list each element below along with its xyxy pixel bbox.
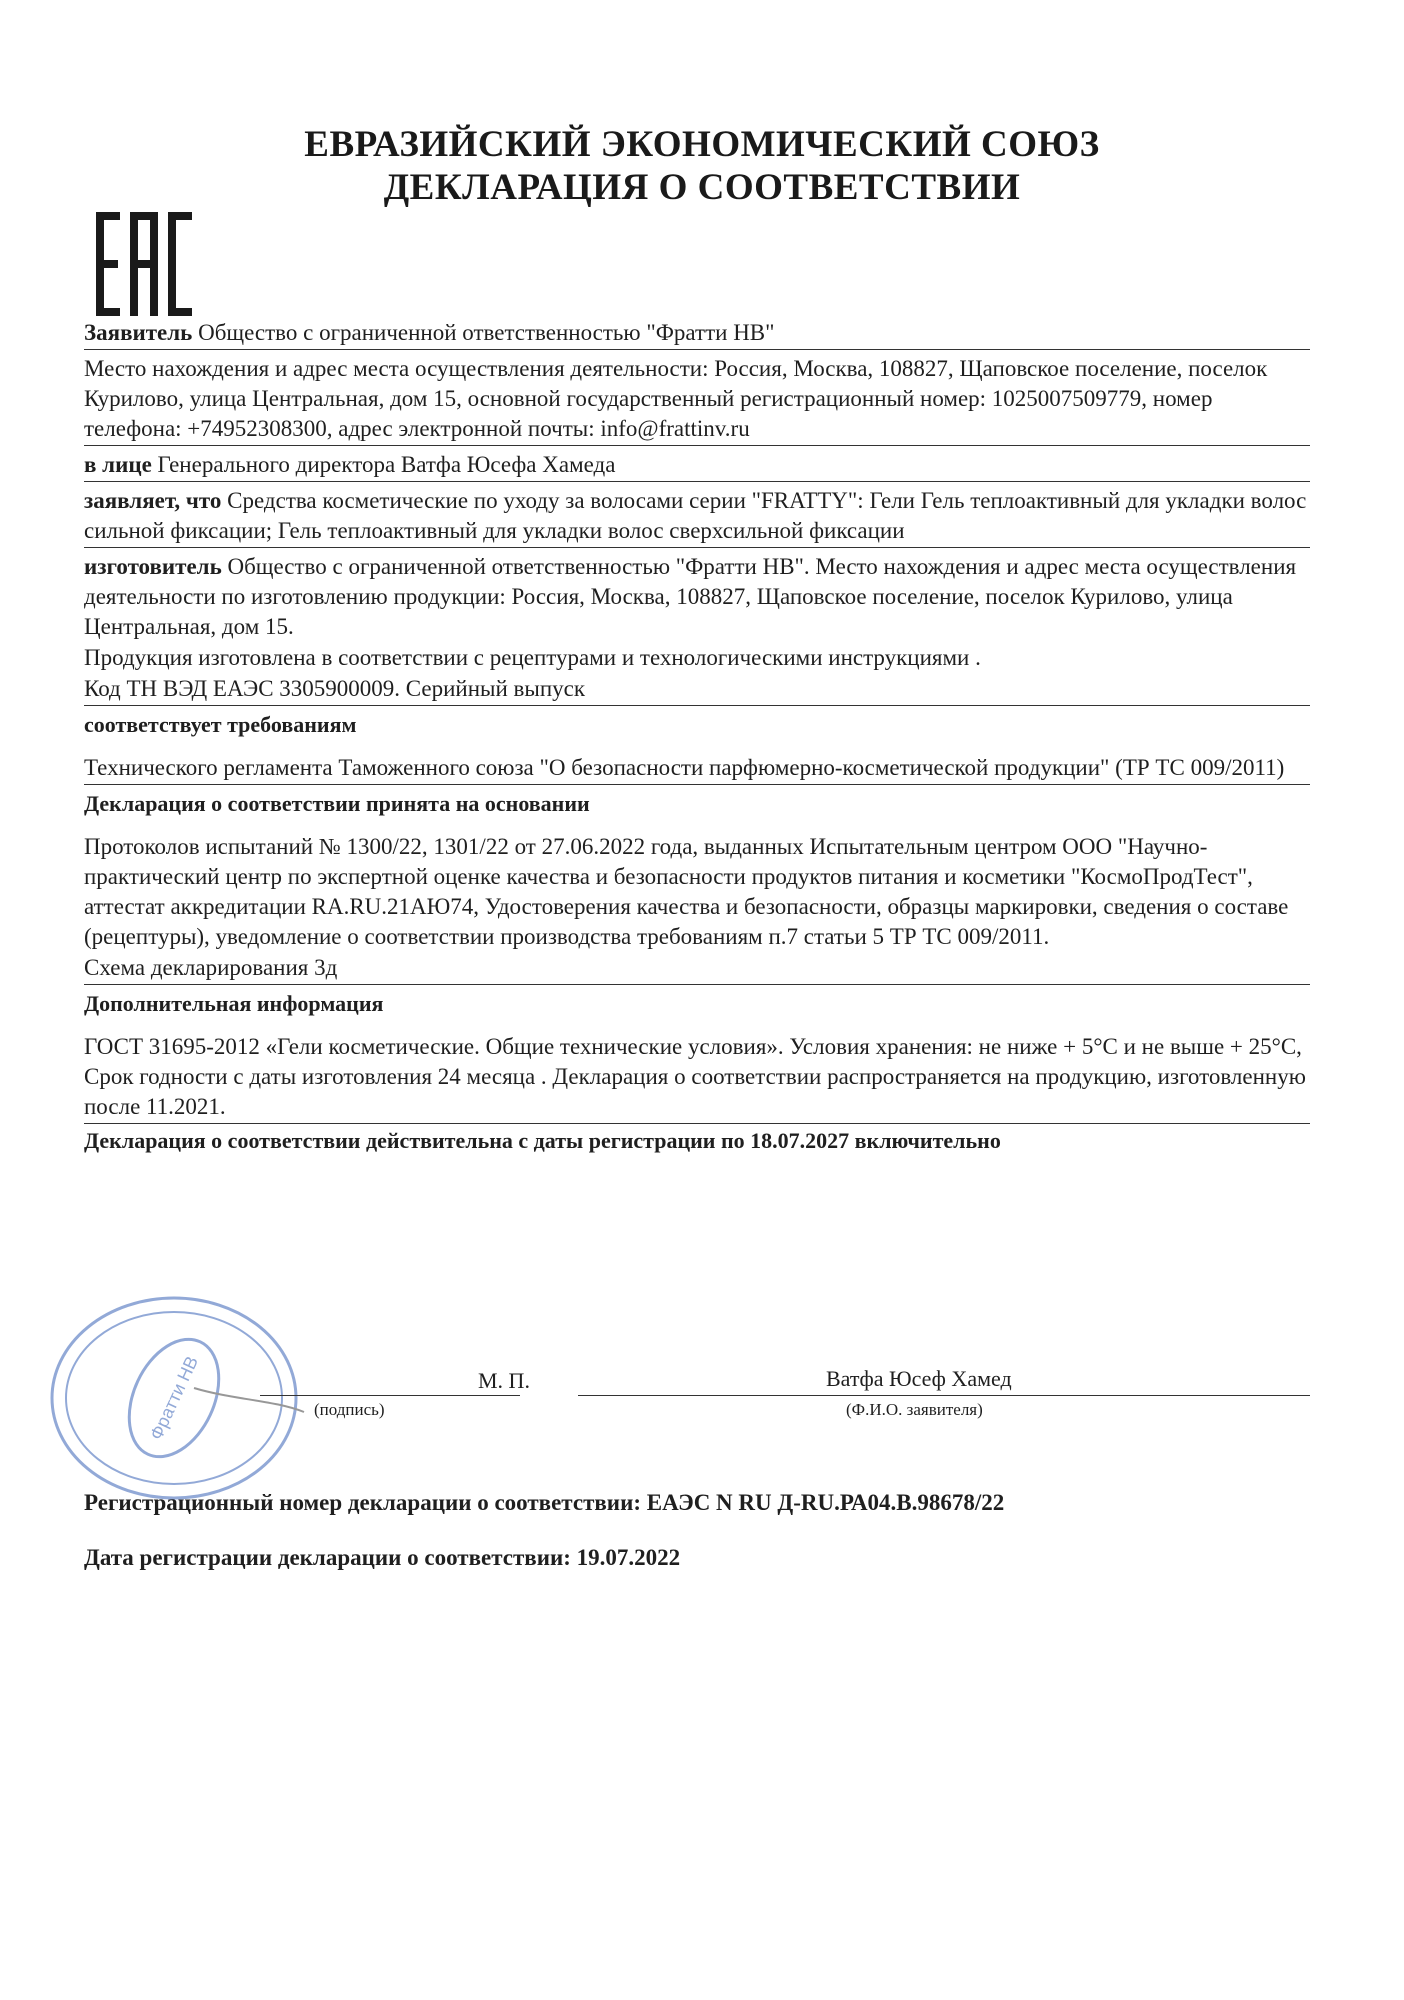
signer-caption: (Ф.И.О. заявителя) [846,1400,983,1419]
basis-scheme: Схема декларирования 3д [84,953,1310,985]
signer-name-line [578,1395,1310,1396]
declares-label: заявляет, что [84,488,222,513]
eac-logo-icon [96,212,192,316]
signature-line [260,1395,520,1396]
signer-name: Ватфа Юсеф Хамед [826,1366,1012,1391]
declares-value: Средства косметические по уходу за волосами серии "FRATTY": Гели Гель теплоактивный для укладки волос сильной фиксации; Гель теплоактивный для укладки волос сверхсильной фиксации [84,488,1307,543]
signature-caption: (подпись) [314,1400,385,1419]
signature-block [84,1358,1310,1418]
basis-label: Декларация о соответствии принята на основании [84,791,590,816]
declaration-body [84,318,1310,1156]
person-value: Генерального директора Ватфа Юсефа Хамеда [151,452,616,477]
requirements-label: соответствует требованиям [84,712,357,737]
address-text: Место нахождения и адрес места осуществления деятельности: Россия, Москва, 108827, Щаповское поселение, поселок Курилово, улица Центральная, дом 15, основной государственный регистрационный номер: 1025007509779, номер телефона: +74952308300, адрес электронной почты: info@frattinv.ru [84,356,1268,441]
manufacturer-label: изготовитель [84,554,222,579]
manufacturer-row [84,552,1310,643]
production-note: Продукция изготовлена в соответствии с рецептурами и технологическими инструкциями . [84,645,981,670]
requirements-value: Технического регламента Таможенного союза "О безопасности парфюмерно-косметической продукции" (ТР ТС 009/2011) [84,753,1310,785]
header-declaration-title: ДЕКЛАРАЦИЯ О СООТВЕТСТВИИ [383,167,1021,208]
stamp-place-label: М. П. [478,1368,530,1393]
additional-label: Дополнительная информация [84,991,384,1016]
registration-number: Регистрационный номер декларации о соответствии: ЕАЭС N RU Д-RU.РА04.В.98678/22 [84,1490,1005,1515]
basis-value: Протоколов испытаний № 1300/22, 1301/22 от 27.06.2022 года, выданных Испытательным центром ООО "Научно-практический центр по экспертной оценке качества и безопасности продуктов питания и косметики "КосмоПродТест", аттестат аккредитации RA.RU.21АЮ74, Удостоверения качества и безопасности, образцы маркировки, сведения о составе (рецептуры), уведомление о соответствии производства требованиям п.7 статьи 5 ТР ТС 009/2011. [84,834,1289,949]
validity-statement: Декларация о соответствии действительна с даты регистрации по 18.07.2027 включительно [84,1128,1001,1153]
stamp-text: Фратти НВ [145,1353,203,1443]
applicant-value: Общество с ограниченной ответственностью "Фратти НВ" [192,320,775,345]
additional-value: ГОСТ 31695-2012 «Гели косметические. Общие технические условия». Условия хранения: не ниже + 5°С и не выше + 25°С, Срок годности с даты изготовления 24 месяца . Декларация о соответствии распространяется на продукцию, изготовленную после 11.2021. [84,1032,1310,1124]
header-union-title: ЕВРАЗИЙСКИЙ ЭКОНОМИЧЕСКИЙ СОЮЗ [304,124,1100,165]
person-row [84,450,1310,482]
applicant-row [84,318,1310,350]
applicant-label: Заявитель [84,320,193,345]
address-row [84,354,1310,446]
person-label: в лице [84,452,152,477]
manufacturer-value: Общество с ограниченной ответственностью "Фратти НВ". Место нахождения и адрес места осуществления деятельности по изготовлению продукции: Россия, Москва, 108827, Щаповское поселение, поселок Курилово, улица Центральная, дом 15. [84,554,1297,639]
registration-date: Дата регистрации декларации о соответствии: 19.07.2022 [84,1545,681,1570]
product-code: Код ТН ВЭД ЕАЭС 3305900009. Серийный выпуск [84,674,1310,706]
declares-row [84,486,1310,548]
